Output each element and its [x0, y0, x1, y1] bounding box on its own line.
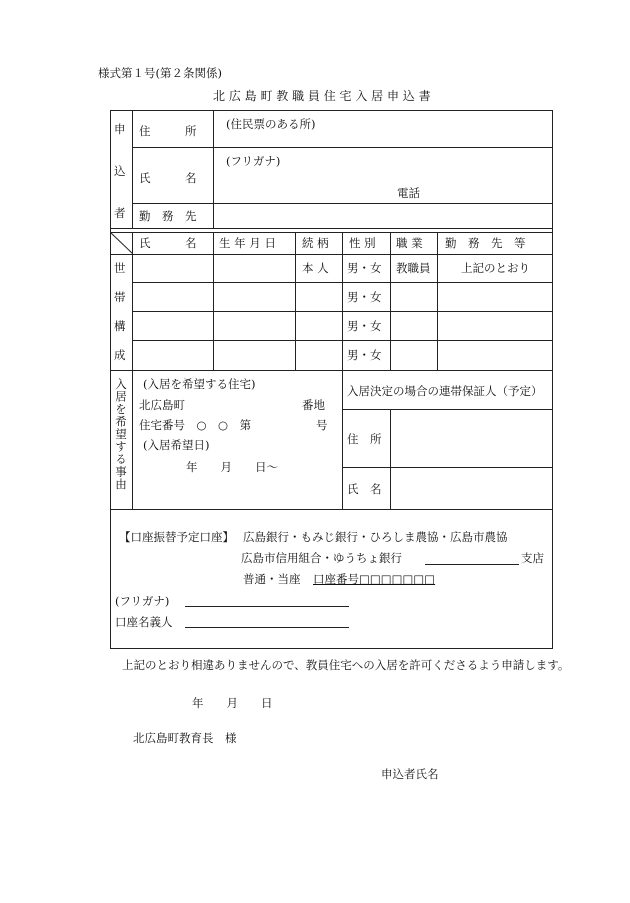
desired-date-label: (入居希望日): [143, 438, 210, 452]
table-row-sex[interactable]: 男・女: [347, 348, 382, 362]
household-side-1: 世: [114, 261, 126, 275]
name-field[interactable]: [216, 169, 386, 183]
form-title: 北 広 島 町 教 職 員 住 宅 入 居 申 込 書: [213, 89, 431, 103]
bank-list-2[interactable]: 広島市信用組合・ゆうちょ銀行: [241, 551, 402, 565]
household-side-2: 帯: [114, 290, 126, 304]
work-label: 勤 務 先: [139, 209, 197, 223]
branch-label: 支店: [521, 551, 544, 565]
table-row-job[interactable]: [392, 284, 436, 309]
table-row-work[interactable]: [439, 313, 551, 338]
table-row-work[interactable]: [439, 284, 551, 309]
table-row-dob[interactable]: [215, 342, 293, 368]
table-row-dob[interactable]: [215, 313, 293, 338]
holder-furigana-label: (フリガナ): [115, 594, 170, 608]
table-row-job[interactable]: [392, 342, 436, 368]
table-row-sex[interactable]: 男・女: [347, 261, 382, 275]
col-header-sex: 性 別: [349, 236, 376, 250]
housing-number-field[interactable]: [262, 417, 312, 432]
banchi-label: 番地: [302, 398, 325, 412]
guarantor-name-label: 氏 名: [347, 482, 382, 496]
account-type[interactable]: 普通・当座: [243, 572, 301, 586]
holder-label: 口座名義人: [115, 615, 173, 629]
col-header-name: 氏 名: [139, 236, 197, 250]
table-row-name[interactable]: [134, 313, 212, 338]
guarantor-name-field[interactable]: [393, 470, 550, 506]
table-row-name[interactable]: [134, 284, 212, 309]
reason-side-label: 入居を希望する事由: [114, 378, 128, 491]
col-header-relation: 続 柄: [302, 236, 329, 250]
col-header-job: 職 業: [396, 236, 423, 250]
table-row-relation: 本 人: [302, 261, 329, 275]
holder-furigana-field[interactable]: [185, 606, 349, 607]
col-header-dob: 生 年 月 日: [219, 236, 276, 250]
table-row-name[interactable]: [134, 342, 212, 368]
phone-label: 電話: [397, 186, 420, 200]
table-row-dob[interactable]: [215, 256, 293, 280]
table-row-dob[interactable]: [215, 284, 293, 309]
table-row-work[interactable]: [439, 342, 551, 368]
bank-label: 【口座振替予定口座】: [119, 530, 234, 544]
applicant-name-label: 申込者氏名: [381, 767, 439, 781]
table-row-sex[interactable]: 男・女: [347, 290, 382, 304]
work-field[interactable]: [216, 207, 550, 225]
branch-underline[interactable]: [425, 564, 519, 565]
diagonal-slash: [110, 232, 133, 254]
holder-name-field[interactable]: [185, 627, 349, 628]
applicant-side-3: 者: [114, 206, 126, 220]
guarantor-address-field[interactable]: [393, 412, 550, 464]
table-row-job: 教職員: [396, 261, 431, 275]
table-row-name[interactable]: [134, 256, 212, 280]
table-row-job[interactable]: [392, 313, 436, 338]
address-label: 住 所: [139, 124, 197, 138]
name-label: 氏 名: [139, 171, 197, 185]
desired-date-fields[interactable]: 年 月 日〜: [186, 460, 278, 474]
town-label: 北広島町: [139, 398, 185, 412]
table-row-sex[interactable]: 男・女: [347, 319, 382, 333]
table-row-relation[interactable]: [297, 284, 341, 309]
applicant-side-2: 込: [114, 164, 126, 178]
account-number[interactable]: 口座番号□□□□□□□: [313, 572, 436, 586]
guarantor-title: 入居決定の場合の連帯保証人（予定）: [347, 384, 543, 398]
table-row-relation[interactable]: [297, 342, 341, 368]
banchi-field[interactable]: [193, 397, 298, 412]
household-side-3: 構: [114, 319, 126, 333]
address-field[interactable]: [216, 134, 550, 146]
table-row-relation[interactable]: [297, 313, 341, 338]
desired-housing-label: (入居を希望する住宅): [143, 377, 256, 391]
address-hint: (住民票のある所): [226, 117, 316, 131]
household-side-4: 成: [114, 348, 126, 362]
table-row-work: 上記のとおり: [461, 261, 530, 275]
col-header-work: 勤 務 先 等: [445, 236, 526, 250]
applicant-side-1: 申: [114, 122, 126, 136]
housing-number-label: 住宅番号 ○ ○ 第: [139, 418, 252, 432]
declaration: 上記のとおり相違ありませんので、教員住宅への入居を許可くださるよう申請します。: [122, 658, 570, 672]
furigana-hint: (フリガナ): [226, 154, 281, 168]
bank-list-1[interactable]: 広島銀行・もみじ銀行・ひろしま農協・広島市農協: [243, 530, 508, 544]
addressee: 北広島町教育長 様: [133, 731, 237, 745]
form-number: 様式第１号(第２条関係): [98, 66, 222, 80]
go-label: 号: [316, 418, 328, 432]
application-date[interactable]: 年 月 日: [192, 696, 273, 710]
phone-field[interactable]: [425, 185, 549, 199]
guarantor-address-label: 住 所: [347, 432, 382, 446]
